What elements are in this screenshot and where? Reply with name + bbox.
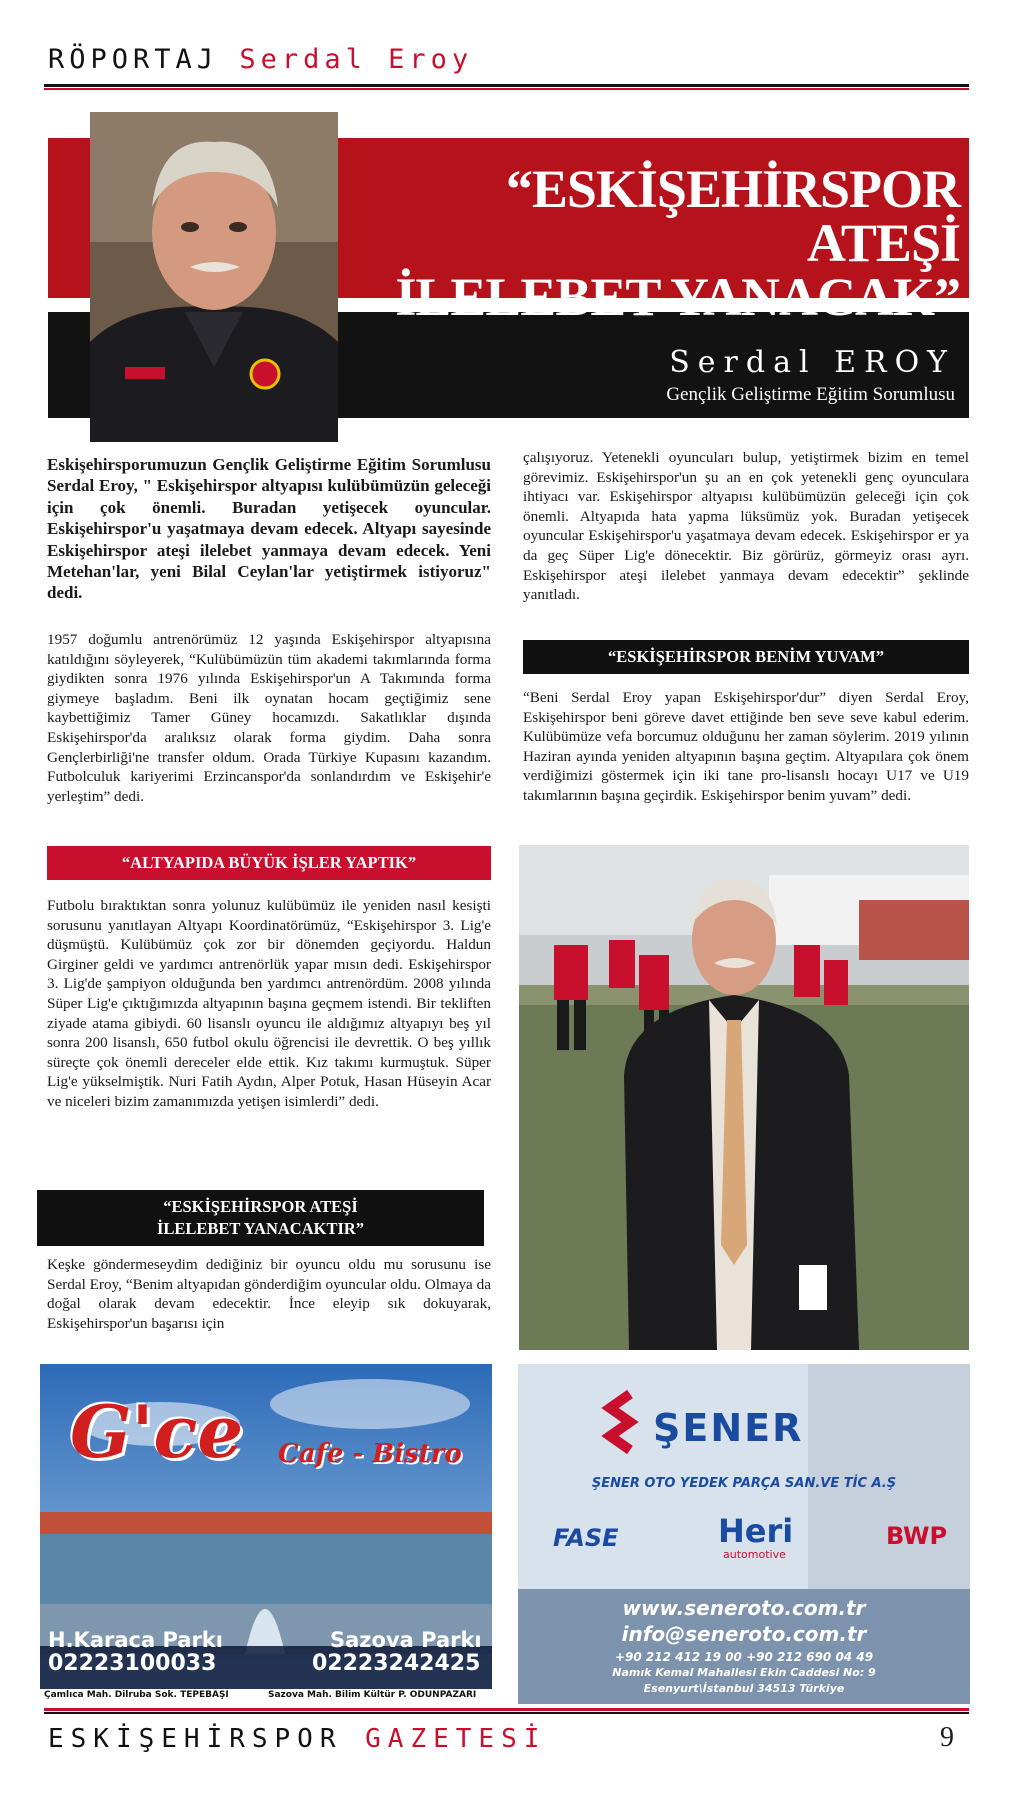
sener-address-1: Namık Kemal Mahallesi Ekin Caddesi No: 9 bbox=[612, 1666, 876, 1679]
cafe-advertisement[interactable] bbox=[40, 1364, 492, 1704]
paragraph: Futbolu bıraktıktan sonra yolunuz kulübümüz ile yeniden nasıl kesişti sorusunu yanıtlayan Altyapı Koordinatörümüz, “Eskişehirspor 3. Lig'e düşmüştü. Kulübümüz çok zor bir dönemden geçiyordu. Haldun Girginer geldi ve yardımcı antrenörlük yapar mısın dedi. Eskişehirspor 3. Lig'de şampiyon olduğunda ben yardımcı antrenördüm. 2008 yılında Süper Lig'e çıktığımızda altyapının başına geçmem istendi. Bir tekliften ziyade atama gibiydi. 60 lisanslı oyuncu ile aldığımız altyapıyı beş yıl sonra 200 lisanslı, 650 futbol okulu öğrencisi ile devrettik. O beş yıllık süreçte çok önemli dereceler elde ettik. Kız takımı kurmuştuk. Süper Lig'e yükselmiştik. Nuri Fatih Aydın, Alper Potuk, Hasan Hüseyin Acar ve niceleri bizim zamanımızda yetişen isimlerdi” dedi. bbox=[47, 897, 491, 1110]
subheading-line-2: İLELEBET YANACAKTIR” bbox=[156, 1219, 365, 1238]
publication-name-right: GAZETESİ bbox=[365, 1724, 547, 1754]
interviewee-name: Serdal EROY bbox=[669, 345, 955, 380]
publication-name-left: ESKİŞEHİRSPOR bbox=[48, 1724, 343, 1754]
cafe-address-left: Çamlıca Mah. Dilruba Sok. TEPEBAŞI bbox=[44, 1690, 229, 1700]
header-rule bbox=[44, 84, 969, 87]
sener-phones: +90 212 412 19 00 +90 212 690 04 49 bbox=[614, 1650, 874, 1664]
subheading-red: “ALTYAPIDA BÜYÜK İŞLER YAPTIK” bbox=[47, 846, 491, 880]
lead-paragraph: Eskişehirsporumuzun Gençlik Geliştirme Eğitim Sorumlusu Serdal Eroy, " Eskişehirspor altyapısı kulübümüzün geleceği için çok önemli. Buradan yetişecek oyuncular. Eskişehirspor'u yaşatmaya devam edecek. Altyapı sayesinde Eskişehirspor ateşi ilelebet yanmaya devam edecek. Yeni Metehan'lar, yeni Bilal Ceylan'lar yetiştirmek istiyoruz" dedi. bbox=[47, 455, 491, 603]
fase-logo: FASE bbox=[553, 1524, 619, 1552]
subheading-black bbox=[37, 1190, 484, 1246]
paragraph: “Beni Serdal Eroy yapan Eskişehirspor'dur” diyen Serdal Eroy, Eskişehirspor beni göreve davet ettiğinde ben seve seve kabul ederim. Kulübümüze vefa borcumuz olduğunu her zaman söylerim. 2019 yılının Haziran ayında yeniden altyapının başına geçtim. Altyapılara çok önem verdiğimizi göstermek için iki tane pro-lisanslı hocayı U17 ve U19 takımlarının başına geçirdik. Eskişehirspor benim yuvam” dedi. bbox=[523, 689, 969, 804]
cafe-phone-left: 02223100033 bbox=[48, 1651, 217, 1676]
footer-rule-red bbox=[44, 1708, 969, 1711]
cafe-tagline: Cafe - Bistro bbox=[278, 1439, 462, 1469]
sener-company: ŞENER OTO YEDEK PARÇA SAN.VE TİC A.Ş bbox=[591, 1476, 897, 1491]
headline-line-2: İLELEBET YANACAK” bbox=[395, 267, 960, 327]
subheading-line-1: “ESKİŞEHİRSPOR ATEŞİ bbox=[163, 1197, 358, 1216]
cafe-location-right: Sazova Parkı bbox=[330, 1628, 482, 1652]
cafe-brand: G'ce bbox=[70, 1389, 244, 1474]
training-photo bbox=[519, 845, 969, 1350]
bwp-logo: BWP bbox=[886, 1522, 948, 1550]
interviewee-role: Gençlik Geliştirme Eğitim Sorumlusu bbox=[666, 384, 955, 405]
heri-logo: Heri bbox=[718, 1512, 794, 1550]
sener-email[interactable]: info@seneroto.com.tr bbox=[621, 1622, 867, 1646]
sener-address-2: Esenyurt\İstanbul 34513 Türkiye bbox=[643, 1682, 845, 1695]
subject-label: Serdal Eroy bbox=[239, 44, 474, 75]
paragraph: çalışıyoruz. Yetenekli oyuncuları bulup, yetiştirmek bizim en temel görevimiz. Eskişehirspor'un şu an en çok yetenekli genç oyunculara ihtiyacı var. Eskişehirspor altyapısı kulübümüzün geleceği için çok önemli. Altyapıda hata yapma lüksümüz yok. Buradan yetişecek oyuncular Eskişehirspor'u yaşatmaya devam edecek. Eskişehirspor er ya da geç Süper Lig'e dönecektir. Biz görürüz, görmeyiz orası ayrı. Eskişehirspor ateşi ilelebet yanmaya devam edecektir” şeklinde yanıtladı. bbox=[523, 449, 969, 604]
paragraph: 1957 doğumlu antrenörümüz 12 yaşında Eskişehirspor altyapısına katıldığını söyleyerek, “Kulübümüzün tüm akademi takımlarında forma giydikten sonra 1976 yılında Eskişehirspor'un A Takımında forma giymeye başladım. Beni ilk oynatan hocam geçtiğimiz sene kaybettiğimiz Tamer Güney hocamızdı. Sakatlıklar dışında Eskişehirspor'da aralıksız olarak forma giydim. Daha sonra Gençlerbirliği'ne transfer oldum. Orada Türkiye Kupasını kazandım. Futbolculuk kariyerimi Erzincanspor'da sonlandırdım ve Eskişehir'e yerleştim” dedi. bbox=[47, 631, 491, 805]
cafe-location-left: H.Karaca Parkı bbox=[48, 1628, 223, 1652]
headline-line-1: “ESKİŞEHİRSPOR ATEŞİ bbox=[505, 159, 960, 273]
subheading-black: “ESKİŞEHİRSPOR BENİM YUVAM” bbox=[523, 640, 969, 674]
sener-brand: ŞENER bbox=[653, 1406, 804, 1450]
page-number: 9 bbox=[940, 1722, 954, 1753]
sener-advertisement[interactable] bbox=[518, 1364, 970, 1704]
portrait-photo bbox=[90, 112, 338, 442]
header-rule-red bbox=[44, 88, 969, 90]
section-header bbox=[48, 44, 473, 75]
footer-rule bbox=[44, 1712, 969, 1714]
heri-logo-sub: automotive bbox=[723, 1548, 786, 1561]
paragraph: Keşke göndermeseydim dediğiniz bir oyuncu oldu mu sorusunu ise Serdal Eroy, “Benim altyapıdan gönderdiğim oyuncular oldu. Olmaya da doğal olarak devam edecektir. İnce eleyip sık dokuyarak, Eskişehirspor'un başarısı için bbox=[47, 1256, 491, 1332]
publication-name bbox=[48, 1724, 546, 1754]
cafe-address-right: Sazova Mah. Bilim Kültür P. ODUNPAZARI bbox=[268, 1690, 477, 1700]
section-label: RÖPORTAJ bbox=[48, 44, 219, 75]
sener-website[interactable]: www.seneroto.com.tr bbox=[622, 1596, 866, 1620]
headline bbox=[360, 159, 960, 327]
cafe-phone-right: 02223242425 bbox=[312, 1651, 481, 1676]
